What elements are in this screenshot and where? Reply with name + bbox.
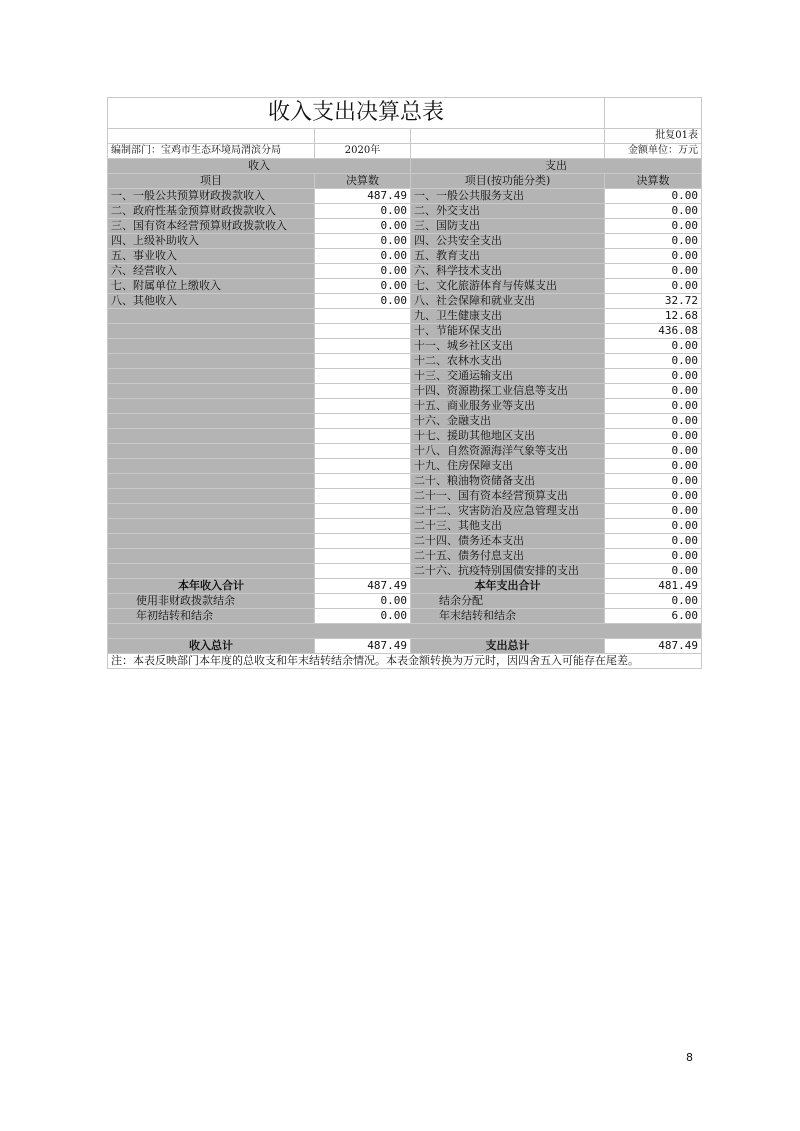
expense-item-name: 十、节能环保支出 — [411, 324, 605, 339]
expense-item-value: 0.00 — [605, 264, 702, 279]
income-item-value: 0.00 — [315, 294, 411, 309]
empty-cell — [315, 534, 411, 549]
unused-fiscal-label: 使用非财政拨款结余 — [108, 594, 315, 609]
empty-cell — [108, 504, 315, 519]
income-item-value: 0.00 — [315, 279, 411, 294]
income-item-value: 0.00 — [315, 234, 411, 249]
income-total-value: 487.49 — [315, 579, 411, 594]
year-label: 2020年 — [315, 144, 411, 159]
expense-item-value: 0.00 — [605, 564, 702, 579]
empty-cell — [108, 369, 315, 384]
empty-cell — [315, 444, 411, 459]
expense-total-value: 481.49 — [605, 579, 702, 594]
expense-item-value: 0.00 — [605, 354, 702, 369]
income-header: 收入 — [108, 159, 411, 174]
income-item-name: 六、经营收入 — [108, 264, 315, 279]
empty-cell — [315, 324, 411, 339]
expense-item-value: 0.00 — [605, 219, 702, 234]
empty-cell — [108, 429, 315, 444]
empty-cell — [315, 519, 411, 534]
expense-item-name: 十六、金融支出 — [411, 414, 605, 429]
empty-cell — [108, 534, 315, 549]
expense-item-value: 0.00 — [605, 384, 702, 399]
empty-cell — [108, 519, 315, 534]
expense-item-value: 0.00 — [605, 249, 702, 264]
expense-header: 支出 — [411, 159, 702, 174]
form-code: 批复01表 — [605, 129, 702, 144]
table-row — [108, 234, 702, 249]
table-row — [108, 444, 702, 459]
empty-cell — [315, 384, 411, 399]
expense-item-value: 0.00 — [605, 549, 702, 564]
empty-cell — [108, 549, 315, 564]
expense-item-name: 八、社会保障和就业支出 — [411, 294, 605, 309]
income-item-name: 四、上级补助收入 — [108, 234, 315, 249]
expense-item-name: 二十、粮油物资储备支出 — [411, 474, 605, 489]
expense-total-label: 本年支出合计 — [411, 579, 605, 594]
table-row — [108, 459, 702, 474]
expense-item-name: 二十四、债务还本支出 — [411, 534, 605, 549]
expense-item-value: 0.00 — [605, 534, 702, 549]
unit-label: 金额单位：万元 — [605, 144, 702, 159]
empty-cell — [315, 474, 411, 489]
expense-item-name: 二十三、其他支出 — [411, 519, 605, 534]
expense-item-value: 0.00 — [605, 399, 702, 414]
empty-cell — [108, 564, 315, 579]
table-row — [108, 309, 702, 324]
expense-item-name: 十七、援助其他地区支出 — [411, 429, 605, 444]
expense-item-value: 0.00 — [605, 519, 702, 534]
income-total-label: 本年收入合计 — [108, 579, 315, 594]
budget-summary-sheet — [107, 97, 701, 669]
grand-income-value: 487.49 — [315, 639, 411, 654]
expense-item-value: 0.00 — [605, 339, 702, 354]
empty-cell — [108, 339, 315, 354]
grand-expense-value: 487.49 — [605, 639, 702, 654]
expense-item-value: 0.00 — [605, 504, 702, 519]
table-row — [108, 489, 702, 504]
unused-fiscal-value: 0.00 — [315, 594, 411, 609]
empty-cell — [108, 459, 315, 474]
empty-cell — [315, 459, 411, 474]
expense-item-name: 十九、住房保障支出 — [411, 459, 605, 474]
expense-item-value: 0.00 — [605, 489, 702, 504]
expense-item-value: 32.72 — [605, 294, 702, 309]
table-row — [108, 339, 702, 354]
table-row — [108, 564, 702, 579]
empty-cell — [315, 369, 411, 384]
table-row — [108, 384, 702, 399]
expense-item-name: 二十一、国有资本经营预算支出 — [411, 489, 605, 504]
table-note: 注：本表反映部门本年度的总收支和年末结转结余情况。本表金额转换为万元时，因四舍五入可能存在尾差。 — [108, 654, 702, 669]
empty-cell — [108, 324, 315, 339]
expense-item-value: 0.00 — [605, 204, 702, 219]
income-item-value: 0.00 — [315, 219, 411, 234]
surplus-dist-value: 0.00 — [605, 594, 702, 609]
empty-cell — [315, 339, 411, 354]
income-item-name: 七、附属单位上缴收入 — [108, 279, 315, 294]
dept-label: 编制部门：宝鸡市生态环境局渭滨分局 — [108, 144, 315, 159]
table-row — [108, 534, 702, 549]
expense-item-name: 一、一般公共服务支出 — [411, 189, 605, 204]
table-row — [108, 474, 702, 489]
empty-cell — [108, 384, 315, 399]
table-row — [108, 294, 702, 309]
empty-cell — [108, 399, 315, 414]
empty-cell — [108, 414, 315, 429]
empty-cell — [315, 489, 411, 504]
table-row — [108, 219, 702, 234]
expense-item-value: 0.00 — [605, 414, 702, 429]
expense-item-value: 0.00 — [605, 189, 702, 204]
income-item-name: 一、一般公共预算财政拨款收入 — [108, 189, 315, 204]
expense-item-header: 项目(按功能分类) — [411, 174, 605, 189]
table-row — [108, 399, 702, 414]
empty-cell — [108, 474, 315, 489]
expense-item-name: 二十五、债务付息支出 — [411, 549, 605, 564]
expense-item-value: 0.00 — [605, 369, 702, 384]
expense-item-name: 七、文化旅游体育与传媒支出 — [411, 279, 605, 294]
empty-cell — [108, 489, 315, 504]
expense-item-name: 九、卫生健康支出 — [411, 309, 605, 324]
expense-item-name: 十八、自然资源海洋气象等支出 — [411, 444, 605, 459]
expense-item-name: 十二、农林水支出 — [411, 354, 605, 369]
income-item-value: 0.00 — [315, 264, 411, 279]
income-item-value: 487.49 — [315, 189, 411, 204]
empty-cell — [108, 354, 315, 369]
empty-cell — [315, 564, 411, 579]
grand-income-label: 收入总计 — [108, 639, 315, 654]
spacer-row — [108, 624, 702, 639]
income-item-name: 五、事业收入 — [108, 249, 315, 264]
grand-expense-label: 支出总计 — [411, 639, 605, 654]
expense-item-name: 六、科学技术支出 — [411, 264, 605, 279]
table-row — [108, 324, 702, 339]
table-row — [108, 519, 702, 534]
income-item-value: 0.00 — [315, 204, 411, 219]
empty-cell — [315, 399, 411, 414]
carry-in-label: 年初结转和结余 — [108, 609, 315, 624]
table-row — [108, 279, 702, 294]
table-row — [108, 189, 702, 204]
budget-summary-table — [107, 97, 702, 669]
table-row — [108, 549, 702, 564]
expense-item-value: 12.68 — [605, 309, 702, 324]
income-item-name: 八、其他收入 — [108, 294, 315, 309]
income-item-name: 三、国有资本经营预算财政拨款收入 — [108, 219, 315, 234]
income-amount-header: 决算数 — [315, 174, 411, 189]
expense-item-name: 十五、商业服务业等支出 — [411, 399, 605, 414]
expense-item-value: 0.00 — [605, 459, 702, 474]
expense-item-value: 436.08 — [605, 324, 702, 339]
table-row — [108, 429, 702, 444]
expense-item-name: 二十六、抗疫特别国债安排的支出 — [411, 564, 605, 579]
expense-item-value: 0.00 — [605, 474, 702, 489]
expense-item-name: 十一、城乡社区支出 — [411, 339, 605, 354]
carry-out-label: 年末结转和结余 — [411, 609, 605, 624]
table-row — [108, 264, 702, 279]
expense-item-value: 0.00 — [605, 234, 702, 249]
empty-cell — [315, 414, 411, 429]
expense-item-value: 0.00 — [605, 444, 702, 459]
table-title: 收入支出决算总表 — [108, 98, 605, 129]
surplus-dist-label: 结余分配 — [411, 594, 605, 609]
expense-item-name: 十四、资源勘探工业信息等支出 — [411, 384, 605, 399]
expense-item-name: 十三、交通运输支出 — [411, 369, 605, 384]
empty-cell — [315, 354, 411, 369]
carry-out-value: 6.00 — [605, 609, 702, 624]
expense-item-name: 五、教育支出 — [411, 249, 605, 264]
expense-item-value: 0.00 — [605, 279, 702, 294]
table-row — [108, 369, 702, 384]
empty-cell — [315, 504, 411, 519]
table-row — [108, 204, 702, 219]
empty-cell — [108, 444, 315, 459]
expense-item-value: 0.00 — [605, 429, 702, 444]
empty-cell — [108, 309, 315, 324]
expense-item-name: 二十二、灾害防治及应急管理支出 — [411, 504, 605, 519]
empty-cell — [315, 429, 411, 444]
table-row — [108, 414, 702, 429]
empty-cell — [315, 549, 411, 564]
expense-item-name: 四、公共安全支出 — [411, 234, 605, 249]
income-item-header: 项目 — [108, 174, 315, 189]
table-row — [108, 354, 702, 369]
table-row — [108, 504, 702, 519]
expense-item-name: 二、外交支出 — [411, 204, 605, 219]
empty-cell — [315, 309, 411, 324]
income-item-name: 二、政府性基金预算财政拨款收入 — [108, 204, 315, 219]
table-row — [108, 249, 702, 264]
income-item-value: 0.00 — [315, 249, 411, 264]
page-number: 8 — [686, 1051, 693, 1064]
expense-amount-header: 决算数 — [605, 174, 702, 189]
expense-item-name: 三、国防支出 — [411, 219, 605, 234]
carry-in-value: 0.00 — [315, 609, 411, 624]
